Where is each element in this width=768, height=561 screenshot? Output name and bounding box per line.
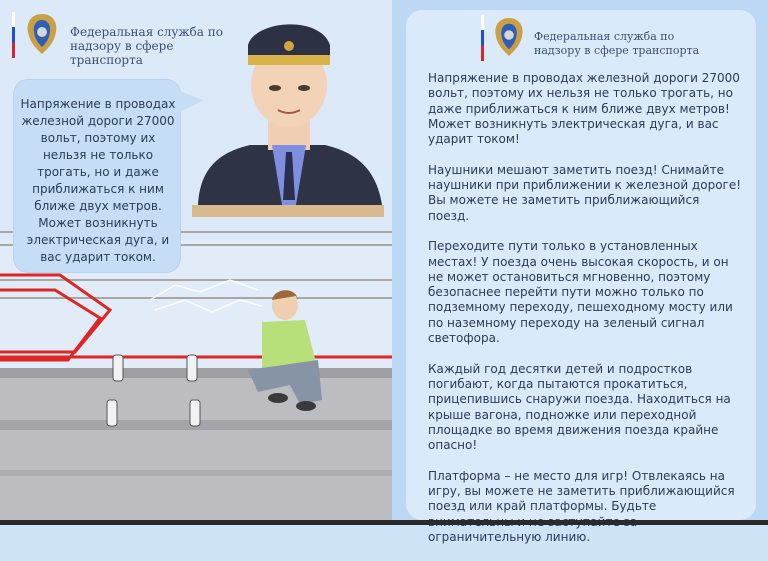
safety-rules-text bbox=[428, 71, 744, 561]
coat-of-arms-icon-right bbox=[490, 14, 528, 58]
agency-name bbox=[70, 25, 250, 67]
rule-paragraph-3: Переходите пути только в установленных местах! У поезда очень высокая скорость, и он не может остановиться мгновенно, поэтому безопаснее перейти пути можно только по подземному переходу, пешеходному мосту или по наземному переходу на зеленый сигнал светофора. bbox=[428, 239, 733, 346]
russian-flag bbox=[12, 12, 15, 58]
illustration-panel bbox=[0, 0, 392, 525]
russian-flag-right bbox=[481, 15, 484, 61]
rule-paragraph-5: Платформа – не место для игр! Отвлекаясь на игру, вы можете не заметить приближающийся поезд или край платформы. Будьте ограничительную линию. bbox=[428, 468, 735, 544]
rule-paragraph-2: Наушники мешают заметить поезд! Снимайте наушники при приближении к железной дороге! Вы можете не заметить приближающийся поезд. bbox=[428, 162, 742, 223]
coat-of-arms-icon bbox=[22, 10, 62, 56]
agency-name-line2: надзору в сфере транспорта bbox=[70, 39, 174, 67]
speech-bubble-tail bbox=[176, 90, 204, 114]
rule-paragraph-1: Напряжение в проводах железной дороги 27000 вольт, поэтому их нельзя не только трогать, но даже приближаться к ним ближе двух метров! Может возникнуть электрическая дуга, и вас ударит током! bbox=[428, 71, 740, 147]
agency-name-right-line1: Федеральная служба по bbox=[534, 30, 675, 43]
agency-name-right bbox=[534, 30, 734, 58]
agency-name-line1: Федеральная служба по bbox=[70, 25, 223, 39]
platform bbox=[0, 368, 392, 525]
rule-paragraph-4: Каждый год десятки детей и подростков погибают, когда пытаются прокатиться, прицепившись снаружи поезда. Находиться на крыше вагона, подножке или переходной площадке во время движения поезда крайне опасно! bbox=[428, 361, 731, 453]
bottom-strip bbox=[0, 520, 768, 525]
agency-name-right-line2: надзору в сфере транспорта bbox=[534, 44, 700, 57]
speech-bubble-text: Напряжение в проводах железной дороги 27000 вольт, поэтому их нельзя не только трогать, но и даже приближаться к ним ближе двух метров. Может возникнуть электрическая дуга, и вас ударит током. bbox=[20, 97, 176, 264]
counter-board bbox=[192, 205, 384, 217]
